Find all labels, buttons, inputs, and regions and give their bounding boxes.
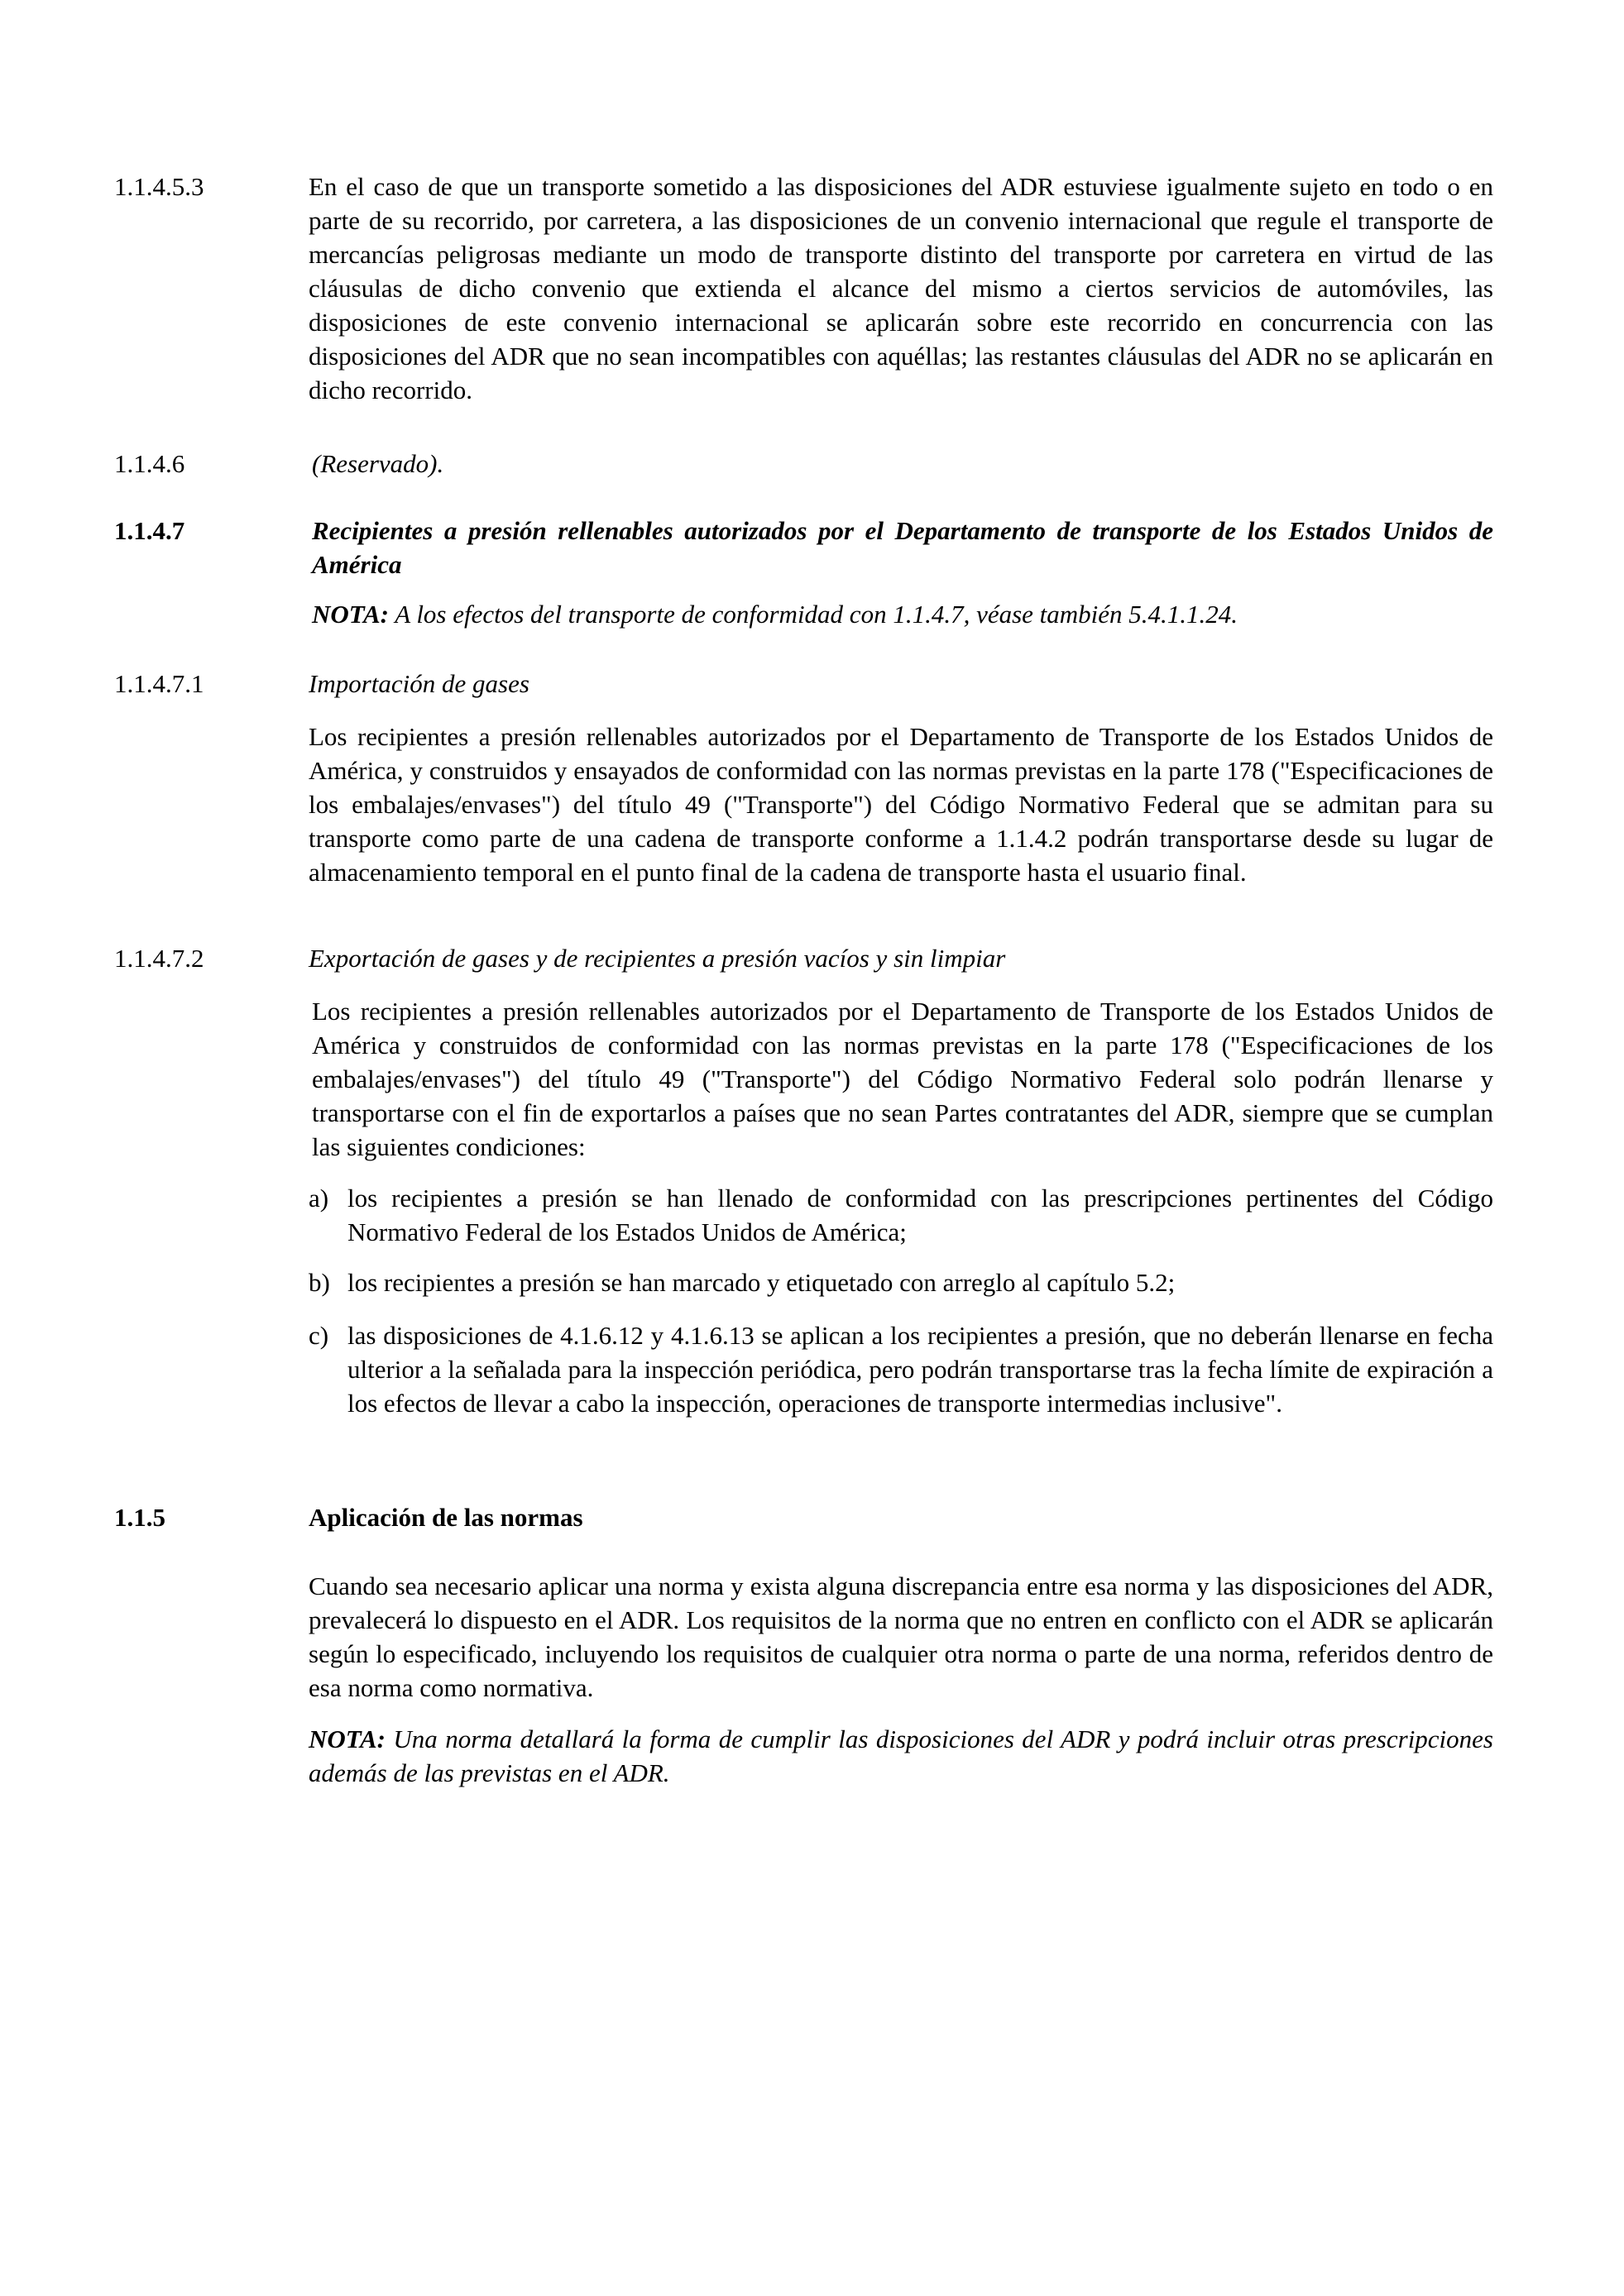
- list-text: los recipientes a presión se han marcado y etiquetado con arreglo al capítulo 5.2;: [347, 1268, 1176, 1297]
- section-number-1-1-4-5-3: 1.1.4.5.3: [114, 172, 204, 201]
- section-text-1-1-5: [309, 1569, 1493, 1705]
- section-text-1-1-4-7-1: [309, 720, 1493, 889]
- note-label: NOTA:: [309, 1724, 386, 1753]
- section-text-1-1-4-5-3: [309, 170, 1493, 407]
- list-marker: a): [309, 1184, 329, 1213]
- note-1-1-4-7: [312, 597, 1493, 631]
- list-marker: c): [309, 1321, 329, 1350]
- paragraph: Los recipientes a presión rellenables autorizados por el Departamento de Transporte de los Estados Unidos de América y construidos de conformidad con las normas previstas en la parte 178 ("Especificaciones de los embalajes/envases") del título 49 ("Transporte") del Código Normativo Federal solo podrán llenarse y transportarse con el fin de exportarlos a países que no sean Partes contratantes del ADR, siempre que se cumplan las siguientes condiciones:: [312, 997, 1493, 1161]
- section-title-1-1-4-7-2: Exportación de gases y de recipientes a presión vacíos y sin limpiar: [309, 944, 1006, 973]
- note-1-1-5: [309, 1722, 1493, 1790]
- list-item-c: [309, 1318, 1493, 1420]
- list-marker: b): [309, 1268, 330, 1297]
- paragraph: Los recipientes a presión rellenables autorizados por el Departamento de Transporte de los Estados Unidos de América, y construidos y ensayados de conformidad con las normas previstas en la parte 178 ("Especificaciones de los embalajes/envases") del título 49 ("Transporte") del Código Normativo Federal que se admitan para su transporte como parte de una cadena de transporte conforme a 1.1.4.2 podrán transportarse desde su lugar de almacenamiento temporal en el punto final de la cadena de transporte hasta el usuario final.: [309, 722, 1493, 887]
- section-text-1-1-4-7-2: [312, 994, 1493, 1164]
- section-title-1-1-4-7-1: Importación de gases: [309, 669, 529, 698]
- section-number-1-1-4-6: 1.1.4.6: [114, 449, 185, 478]
- section-number-1-1-4-7-2: 1.1.4.7.2: [114, 944, 204, 973]
- section-text-1-1-4-6: (Reservado).: [312, 449, 444, 478]
- list-item-b: [309, 1265, 1493, 1299]
- section-number-1-1-5: 1.1.5: [114, 1503, 165, 1532]
- list-item-a: [309, 1181, 1493, 1249]
- list-text: los recipientes a presión se han llenado de conformidad con las prescripciones pertinentes del Código Normativo Federal de los Estados Unidos de América;: [347, 1184, 1493, 1246]
- paragraph: En el caso de que un transporte sometido a las disposiciones del ADR estuviese igualmente sujeto en todo o en parte de su recorrido, por carretera, a las disposiciones de un convenio internacional que regule el transporte de mercancías peligrosas mediante un modo de transporte distinto del transporte por carretera en virtud de las cláusulas de dicho convenio que extienda el alcance del mismo a ciertos servicios de automóviles, las disposiciones de este convenio internacional se aplicarán sobre este recorrido en concurrencia con las disposiciones del ADR que no sean incompatibles con aquéllas; las restantes cláusulas del ADR no se aplicarán en dicho recorrido.: [309, 172, 1493, 404]
- section-title-1-1-5: Aplicación de las normas: [309, 1503, 583, 1532]
- note-text: Una norma detallará la forma de cumplir las disposiciones del ADR y podrá incluir otras prescripciones además de las previstas en el ADR.: [309, 1724, 1493, 1787]
- section-number-1-1-4-7: 1.1.4.7: [114, 516, 185, 545]
- section-number-1-1-4-7-1: 1.1.4.7.1: [114, 669, 204, 698]
- paragraph: Cuando sea necesario aplicar una norma y exista alguna discrepancia entre esa norma y las disposiciones del ADR, prevalecerá lo dispuesto en el ADR. Los requisitos de la norma que no entren en conflicto con el ADR se aplicarán según lo especificado, incluyendo los requisitos de cualquier otra norma o parte de una norma, referidos dentro de esa norma como normativa.: [309, 1571, 1493, 1702]
- list-text: las disposiciones de 4.1.6.12 y 4.1.6.13 se aplican a los recipientes a presión, que no deberán llenarse en fecha ulterior a la señalada para la inspección periódica, pero podrán transportarse tras la fecha límite de expiración a los efectos de llevar a cabo la inspección, operaciones de transporte intermedias inclusive".: [347, 1321, 1493, 1418]
- note-text: A los efectos del transporte de conformidad con 1.1.4.7, véase también 5.4.1.1.24.: [389, 600, 1238, 629]
- note-label: NOTA:: [312, 600, 389, 629]
- section-title-1-1-4-7: Recipientes a presión rellenables autorizados por el Departamento de transporte de los Estados Unidos de América: [312, 516, 1493, 579]
